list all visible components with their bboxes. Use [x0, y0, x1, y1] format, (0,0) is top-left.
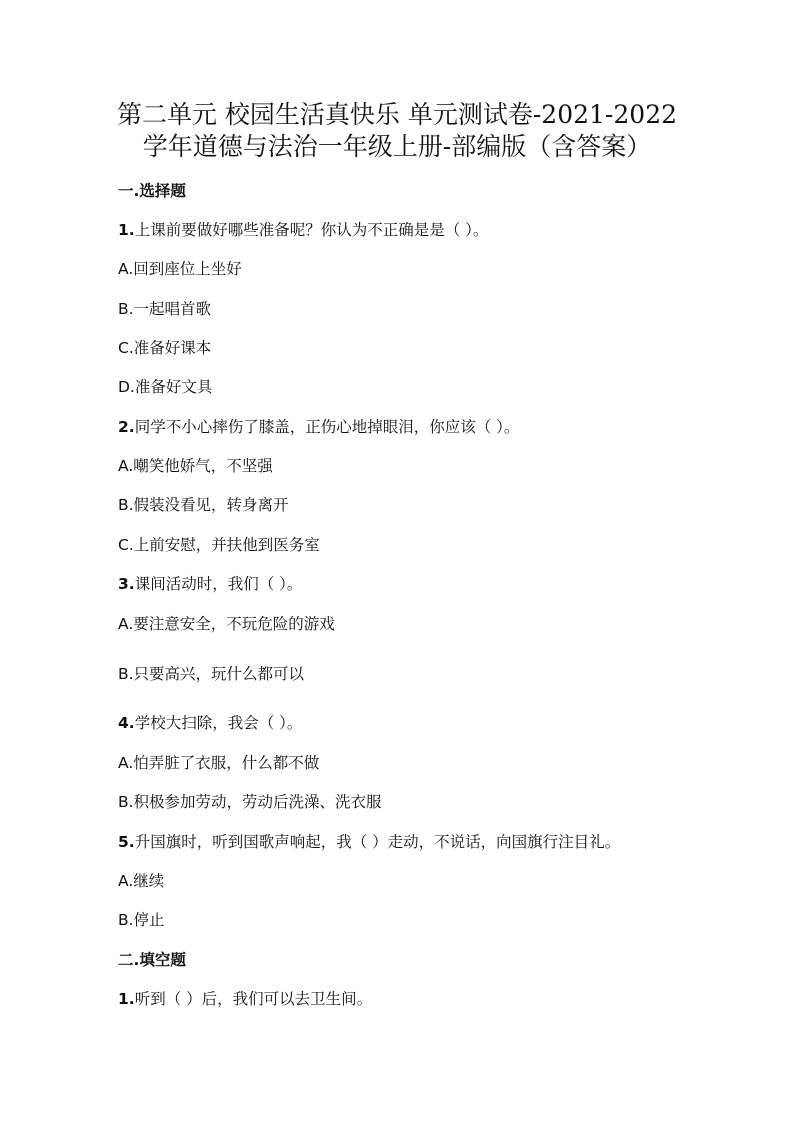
question-text: 升国旗时，听到国歌声响起，我（ ）走动，不说话，向国旗行注目礼。: [134, 833, 621, 851]
question-1-option-c: C.准备好课本: [118, 339, 212, 357]
question-2-option-c: C.上前安慰，并扶他到医务室: [118, 536, 320, 554]
question-5-option-a: A.继续: [118, 872, 165, 890]
question-text: 听到（ ）后，我们可以去卫生间。: [134, 990, 373, 1008]
question-5-option-b: B.停止: [118, 911, 165, 929]
question-4-option-b: B.积极参加劳动，劳动后洗澡、洗衣服: [118, 793, 382, 811]
question-number: 1.: [118, 221, 135, 239]
question-4: [118, 711, 302, 733]
question-number: 4.: [118, 714, 135, 732]
section-heading-fill: 二.填空题: [118, 951, 186, 969]
fill-question-1: [118, 987, 372, 1009]
question-number: 1.: [118, 990, 135, 1008]
question-number: 3.: [118, 575, 135, 593]
question-2-option-a: A.嘲笑他娇气，不坚强: [118, 457, 273, 475]
question-1: [118, 218, 488, 240]
page-title-line-2: 学年道德与法治一年级上册-部编版（含答案）: [142, 132, 652, 161]
question-1-option-d: D.准备好文具: [118, 378, 213, 396]
question-3-option-b: B.只要高兴，玩什么都可以: [118, 665, 305, 683]
section-heading-choice: 一.选择题: [118, 182, 186, 200]
question-3-option-a: A.要注意安全，不玩危险的游戏: [118, 615, 335, 633]
question-4-option-a: A.怕弄脏了衣服，什么都不做: [118, 754, 320, 772]
page-title-line-1: 第二单元 校园生活真快乐 单元测试卷-2021-2022: [116, 100, 678, 129]
question-text: 学校大扫除，我会（ ）。: [134, 714, 303, 732]
question-text: 课间活动时，我们（ ）。: [134, 575, 303, 593]
question-text: 同学不小心摔伤了膝盖，正伤心地掉眼泪，你应该（ ）。: [134, 418, 520, 436]
question-2: [118, 415, 519, 437]
question-3: [118, 572, 302, 594]
question-1-option-a: A.回到座位上坐好: [118, 260, 242, 278]
question-number: 5.: [118, 833, 135, 851]
question-5: [118, 830, 620, 852]
question-number: 2.: [118, 418, 135, 436]
question-text: 上课前要做好哪些准备呢？你认为不正确是是（ ）。: [134, 221, 489, 239]
question-2-option-b: B.假装没看见，转身离开: [118, 496, 289, 514]
question-1-option-b: B.一起唱首歌: [118, 300, 212, 318]
